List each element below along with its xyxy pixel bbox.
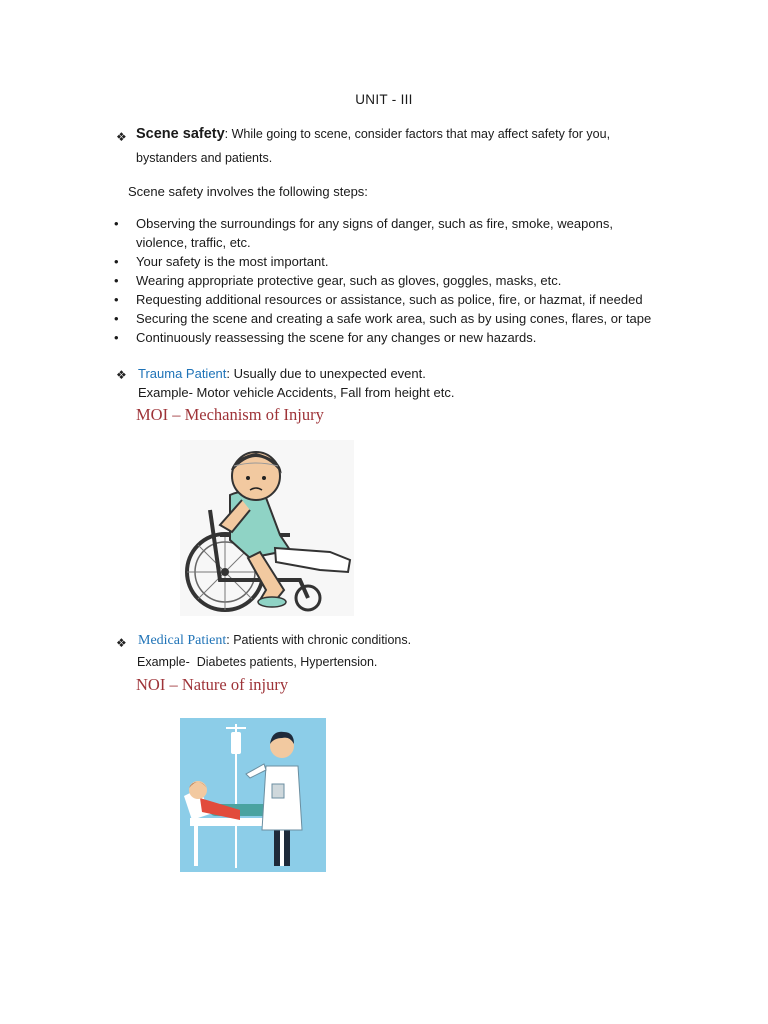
trauma-patient-label: Trauma Patient	[138, 366, 227, 381]
list-item: • Securing the scene and creating a safe work area, such as by using cones, flares, or tape	[114, 311, 652, 326]
wheelchair-patient-image	[180, 440, 354, 616]
list-item: • Wearing appropriate protective gear, such as gloves, goggles, masks, etc.	[114, 273, 562, 288]
diamond-bullet-icon: ❖	[116, 368, 127, 382]
scene-safety-label: Scene safety	[136, 126, 225, 142]
scene-safety-text-line1: : While going to scene, consider factors that may affect safety for you,	[224, 127, 611, 141]
bullet-dot-icon: •	[114, 292, 119, 307]
scene-safety-bullet	[116, 128, 127, 146]
doctor-and-patient-illustration	[180, 718, 326, 872]
diamond-bullet-icon: ❖	[116, 636, 127, 650]
medical-example: Example- Diabetes patients, Hypertension.	[137, 655, 378, 669]
injured-patient-wheelchair-illustration	[180, 440, 354, 616]
list-item: • Observing the surroundings for any signs of danger, such as fire, smoke, weapons, violence, traffic, etc.	[114, 216, 613, 250]
trauma-line	[138, 366, 426, 381]
medical-line	[138, 633, 411, 649]
trauma-example: Example- Motor vehicle Accidents, Fall from height etc.	[138, 385, 455, 400]
list-item: • Continuously reassessing the scene for any changes or new hazards.	[114, 330, 537, 345]
steps-intro: Scene safety involves the following steps:	[128, 184, 368, 199]
bullet-dot-icon: •	[114, 254, 119, 269]
scene-safety-steps-list	[112, 214, 712, 347]
trauma-text: : Usually due to unexpected event.	[226, 366, 426, 381]
medical-bullet	[116, 634, 127, 652]
noi-heading: NOI – Nature of injury	[136, 675, 289, 694]
medical-text: : Patients with chronic conditions.	[226, 633, 412, 647]
diamond-bullet-icon: ❖	[116, 130, 127, 144]
trauma-bullet	[116, 366, 127, 384]
scene-safety-text-line2: bystanders and patients.	[136, 151, 273, 165]
unit-title: UNIT - III	[355, 92, 413, 107]
list-item: • Requesting additional resources or assistance, such as police, fire, or hazmat, if needed	[114, 292, 643, 307]
bullet-dot-icon: •	[114, 216, 119, 231]
medical-patient-label: Medical Patient	[138, 633, 227, 648]
bullet-dot-icon: •	[114, 311, 119, 326]
scene-safety-line1	[136, 126, 696, 142]
bullet-dot-icon: •	[114, 330, 119, 345]
bullet-dot-icon: •	[114, 273, 119, 288]
list-item: • Your safety is the most important.	[114, 254, 329, 269]
doctor-patient-image	[180, 718, 326, 872]
moi-heading: MOI – Mechanism of Injury	[136, 405, 324, 424]
